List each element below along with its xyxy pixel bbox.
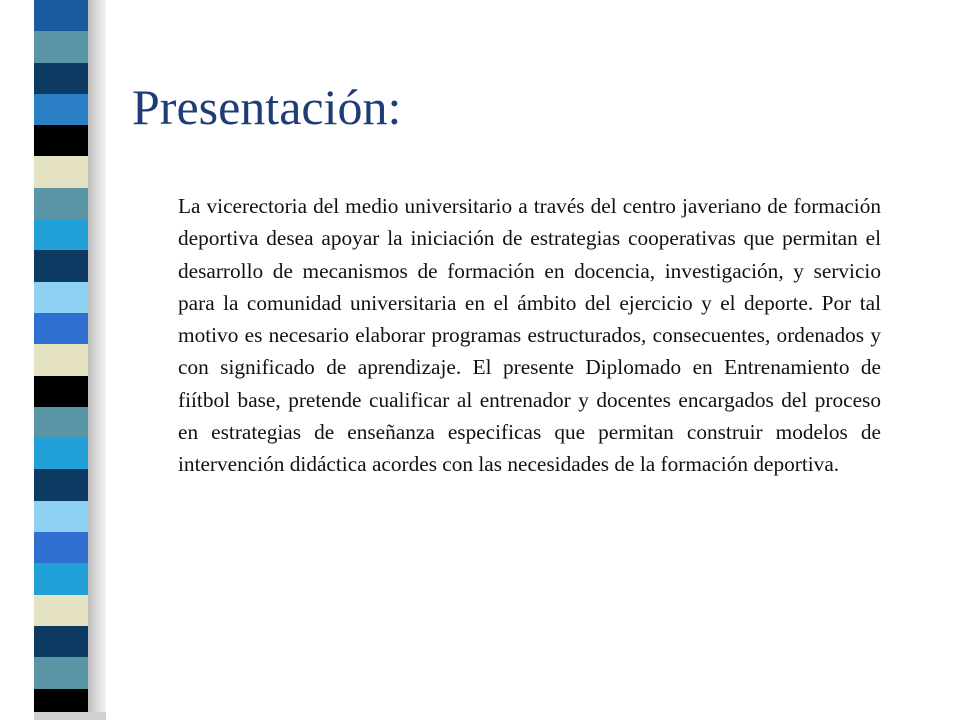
stripe-segment (34, 63, 88, 94)
stripe-bar-shadow (88, 0, 106, 720)
stripe-segment (34, 532, 88, 563)
stripe-segment (34, 469, 88, 500)
stripe-segment (34, 156, 88, 187)
slide-title: Presentación: (132, 79, 402, 135)
stripe-segment (34, 94, 88, 125)
stripe-segment (34, 188, 88, 219)
stripe-segment (34, 0, 88, 31)
stripe-bar-shadow-bottom (34, 712, 106, 720)
stripe-segment (34, 344, 88, 375)
stripe-segment (34, 219, 88, 250)
slide-body-text: La vicerectoria del medio universitario a través del centro javeriano de formación deportiva desea apoyar la iniciación de estrategias cooperativas que permitan el desarrollo de mecanismos de formación en docencia, investigación, y servicio para la comunidad universitaria en el ámbito del ejercicio y el deporte. Por tal motivo es necesario elaborar programas estructurados, consecuentes, ordenados y con significado de aprendizaje. El presente Diplomado en Entrenamiento de fiítbol base, pretende cualificar al entrenador y docentes encargados del proceso en estrategias de enseñanza especificas que permitan construir modelos de intervención didáctica acordes con las necesidades de la formación deportiva. (178, 194, 881, 477)
stripe-segment (34, 31, 88, 62)
stripe-segment (34, 125, 88, 156)
stripe-segment (34, 376, 88, 407)
stripe-segment (34, 407, 88, 438)
stripe-segment (34, 313, 88, 344)
stripe-segment (34, 282, 88, 313)
stripe-segment (34, 595, 88, 626)
stripe-segment (34, 501, 88, 532)
stripe-segment (34, 657, 88, 688)
stripe-segment (34, 563, 88, 594)
stripe-segment (34, 626, 88, 657)
stripe-segment (34, 250, 88, 281)
decorative-stripe-bar (34, 0, 88, 720)
stripe-segment (34, 438, 88, 469)
